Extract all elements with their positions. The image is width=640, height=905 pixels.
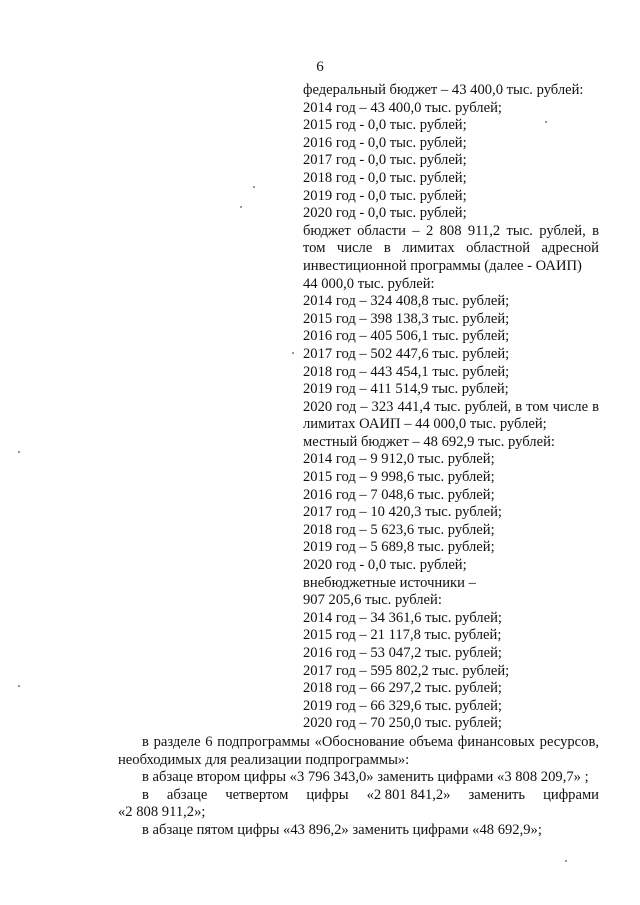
scan-speck — [240, 206, 242, 208]
budget-line: 2017 год – 10 420,3 тыс. рублей; — [303, 504, 502, 521]
section6-amendments — [118, 734, 599, 840]
paragraph-4-word: заменить — [468, 786, 526, 803]
budget-line: 907 205,6 тыс. рублей: — [303, 592, 442, 609]
budget-line: 2016 год – 405 506,1 тыс. рублей; — [303, 328, 510, 345]
budget-line: 2015 год – 21 117,8 тыс. рублей; — [303, 627, 502, 644]
budget-line: 2014 год – 34 361,6 тыс. рублей; — [303, 609, 502, 626]
budget-line: бюджет области – 2 808 911,2 тыс. рублей, в том числе в лимитах областной адресной инвестиционной программы (далее - ОАИП) — [303, 222, 599, 274]
budget-line: 2018 год – 66 297,2 тыс. рублей; — [303, 680, 502, 697]
budget-line: 2019 год - 0,0 тыс. рублей; — [303, 187, 467, 204]
paragraph-4-word: цифрами — [543, 786, 599, 803]
budget-breakdown — [303, 82, 599, 733]
budget-line: внебюджетные источники – — [303, 574, 476, 591]
scan-speck — [253, 186, 255, 188]
paragraph-4-word: абзаце — [166, 786, 208, 803]
budget-line: 2020 год – 70 250,0 тыс. рублей; — [303, 715, 502, 732]
scan-speck — [18, 685, 20, 687]
budget-line: 2017 год – 595 802,2 тыс. рублей; — [303, 662, 510, 679]
budget-line: 2016 год - 0,0 тыс. рублей; — [303, 134, 467, 151]
budget-line: 2017 год - 0,0 тыс. рублей; — [303, 152, 467, 169]
budget-line: 2020 год - 0,0 тыс. рублей; — [303, 205, 467, 222]
section6-intro: в разделе 6 подпрограммы «Обоснование объема финансовых ресурсов, необходимых для реализации подпрограммы»: — [118, 734, 599, 768]
scan-speck — [292, 352, 294, 354]
budget-line: 2015 год - 0,0 тыс. рублей; — [303, 117, 467, 134]
scan-speck — [565, 860, 567, 862]
budget-line: 2020 год - 0,0 тыс. рублей; — [303, 557, 467, 574]
budget-line: 2014 год – 9 912,0 тыс. рублей; — [303, 451, 495, 468]
budget-line: 2018 год – 5 623,6 тыс. рублей; — [303, 521, 495, 538]
scan-speck — [545, 121, 547, 123]
budget-line: 2019 год – 66 329,6 тыс. рублей; — [303, 697, 502, 714]
budget-line: 2018 год – 443 454,1 тыс. рублей; — [303, 363, 510, 380]
paragraph-4-word: цифры — [306, 786, 349, 803]
budget-line: 2020 год – 323 441,4 тыс. рублей, в том числе в лимитах ОАИП – 44 000,0 тыс. рублей; — [303, 398, 599, 433]
budget-line: 2016 год – 7 048,6 тыс. рублей; — [303, 486, 495, 503]
budget-line: местный бюджет – 48 692,9 тыс. рублей: — [303, 433, 555, 450]
amendment-paragraph-4-line — [118, 787, 599, 805]
paragraph-4-word: «2 801 841,2» — [366, 786, 451, 803]
paragraph-4-word: четвертом — [225, 786, 289, 803]
paragraph-4-word: в — [142, 786, 149, 803]
budget-line: федеральный бюджет – 43 400,0 тыс. рублей: — [303, 82, 584, 98]
budget-line: 44 000,0 тыс. рублей: — [303, 275, 435, 292]
budget-line: 2015 год – 398 138,3 тыс. рублей; — [303, 310, 510, 327]
budget-line: 2019 год – 411 514,9 тыс. рублей; — [303, 381, 509, 398]
scan-speck — [18, 451, 20, 453]
budget-line: 2014 год – 324 408,8 тыс. рублей; — [303, 293, 510, 310]
amendment-paragraph-4-tail: «2 808 911,2»; — [118, 804, 206, 821]
budget-line: 2016 год – 53 047,2 тыс. рублей; — [303, 645, 502, 661]
budget-line: 2018 год - 0,0 тыс. рублей; — [303, 169, 467, 186]
amendment-paragraph-5: в абзаце пятом цифры «43 896,2» заменить цифрами «48 692,9»; — [142, 821, 542, 838]
budget-line: 2014 год – 43 400,0 тыс. рублей; — [303, 99, 502, 116]
page-number: 6 — [316, 59, 324, 75]
budget-line: 2019 год – 5 689,8 тыс. рублей; — [303, 539, 495, 556]
budget-line: 2015 год – 9 998,6 тыс. рублей; — [303, 469, 495, 486]
amendment-paragraph-2: в абзаце втором цифры «3 796 343,0» заменить цифрами «3 808 209,7» ; — [142, 769, 589, 786]
budget-line: 2017 год – 502 447,6 тыс. рублей; — [303, 345, 510, 362]
